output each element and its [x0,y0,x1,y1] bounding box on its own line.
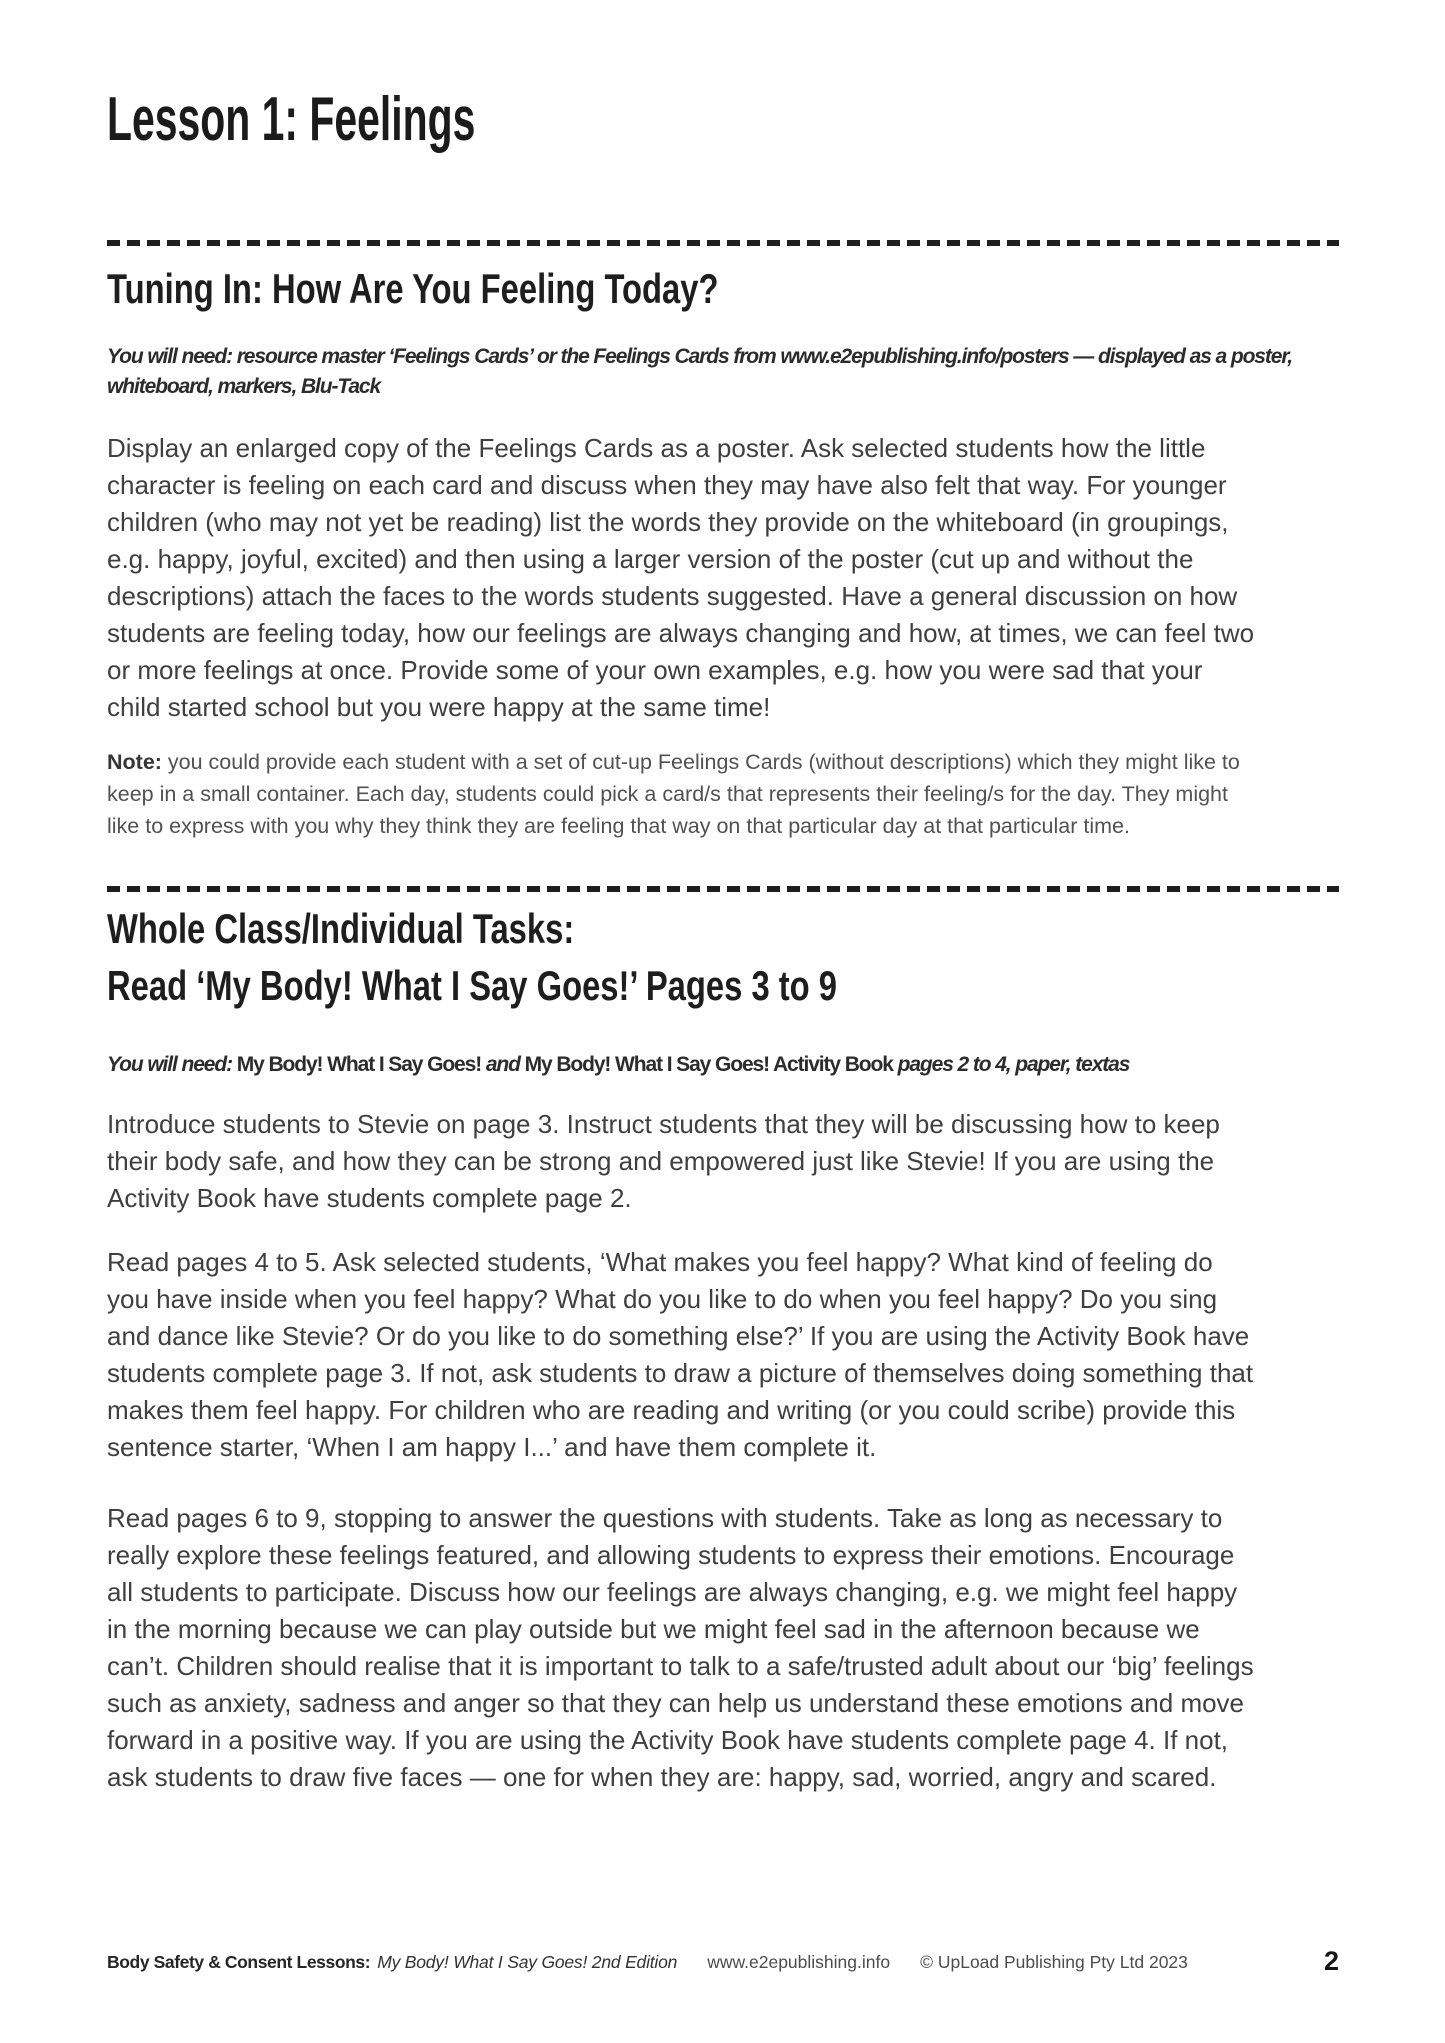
book-title-my-body: My Body! What I Say Goes! [236,1053,486,1076]
dashed-divider [107,886,1339,892]
materials-list-whole-class [107,1050,1312,1080]
paragraph-display-feelings-cards: Display an enlarged copy of the Feelings Cards as a poster. Ask selected students how the little character is feeling on each card and discuss when they may have also felt that way. For younger children (who may not yet be reading) list the words they provide on the whiteboard (in groupings, e.g. happy, joyful, excited) and then using a larger version of the poster (cut up and without the descriptions) attach the faces to the words students suggested. Have a general discussion on how students are feeling today, how our feelings are always changing and how, at times, we can feel two or more feelings at once. Provide some of your own examples, e.g. how you were sad that your child started school but you were happy at the same time! [107,433,1255,722]
teacher-note [107,746,1257,842]
section-heading-tuning-in [107,264,1339,318]
page-content [107,0,1339,1796]
materials-text: You will need: resource master ‘Feelings Cards’ or the Feelings Cards from www.e2epublishing.info/posters — displayed as a poster, whiteboard, markers, Blu-Tack [107,345,1293,398]
paragraph-read-pages-6-9: Read pages 6 to 9, stopping to answer the questions with students. Take as long as necessary to really explore these feelings featured, and allowing students to express their emotions. Encourage all students to participate. Discuss how our feelings are always changing, e.g. we might feel happy in the morning because we can play outside but we might feel sad in the afternoon because we can’t. Children should realise that it is important to talk to a safe/trusted adult about our ‘big’ feelings such as anxiety, sadness and anger so that they can help us understand these emotions and move forward in a positive way. If you are using the Activity Book have students complete page 4. If not, ask students to draw five faces — one for when they are: happy, sad, worried, angry and scared. [107,1503,1254,1792]
materials-label: You will need: [107,1053,237,1076]
note-text: you could provide each student with a set of cut-up Feelings Cards (without descriptions) which they might like to keep in a small container. Each day, students could pick a card/s that represents their feeling/s for the day. They might like to express with you why they think they are feeling that way on that particular day at that particular time. [107,750,1240,838]
page-title [107,84,1339,170]
book-title-activity-book: My Body! What I Say Goes! Activity Book [524,1053,898,1076]
section-heading-whole-class-line1: Whole Class/Individual Tasks: [107,905,575,952]
materials-list-tuning-in [107,342,1312,402]
page-number: 2 [1323,1946,1339,1976]
footer-series-label: Body Safety & Consent Lessons: [107,1952,371,1972]
note-label: Note: [107,750,162,774]
dashed-divider [107,240,1339,246]
section-heading-whole-class [107,904,1339,1018]
section-heading-tuning-in-text: Tuning In: How Are You Feeling Today? [107,265,719,312]
materials-detail: pages 2 to 4, paper, textas [897,1053,1130,1076]
footer-website: www.e2epublishing.info [707,1952,891,1972]
page-footer [107,1946,1339,1976]
paragraph-read-pages-4-5: Read pages 4 to 5. Ask selected students, ‘What makes you feel happy? What kind of feeling do you have inside when you feel happy? What do you like to do when you feel happy? Do you sing and dance like Stevie? Or do you like to do something else?’ If you are using the Activity Book have students complete page 3. If not, ask students to draw a picture of themselves doing something that makes them feel happy. For children who are reading and writing (or you could scribe) provide this sentence starter, ‘When I am happy I...’ and have them complete it. [107,1247,1254,1462]
paragraph-introduce-stevie: Introduce students to Stevie on page 3. Instruct students that they will be discussing how to keep their body safe, and how they can be strong and empowered just like Stevie! If you are using the Activity Book have students complete page 2. [107,1109,1220,1213]
footer-copyright: © UpLoad Publishing Pty Ltd 2023 [920,1952,1188,1972]
page-title-text: Lesson 1: Feelings [107,85,476,154]
materials-conjunction: and [485,1053,525,1076]
section-heading-whole-class-line2: Read ‘My Body! What I Say Goes!’ Pages 3 to 9 [107,962,838,1009]
footer-book-edition: My Body! What I Say Goes! 2nd Edition [377,1952,678,1972]
